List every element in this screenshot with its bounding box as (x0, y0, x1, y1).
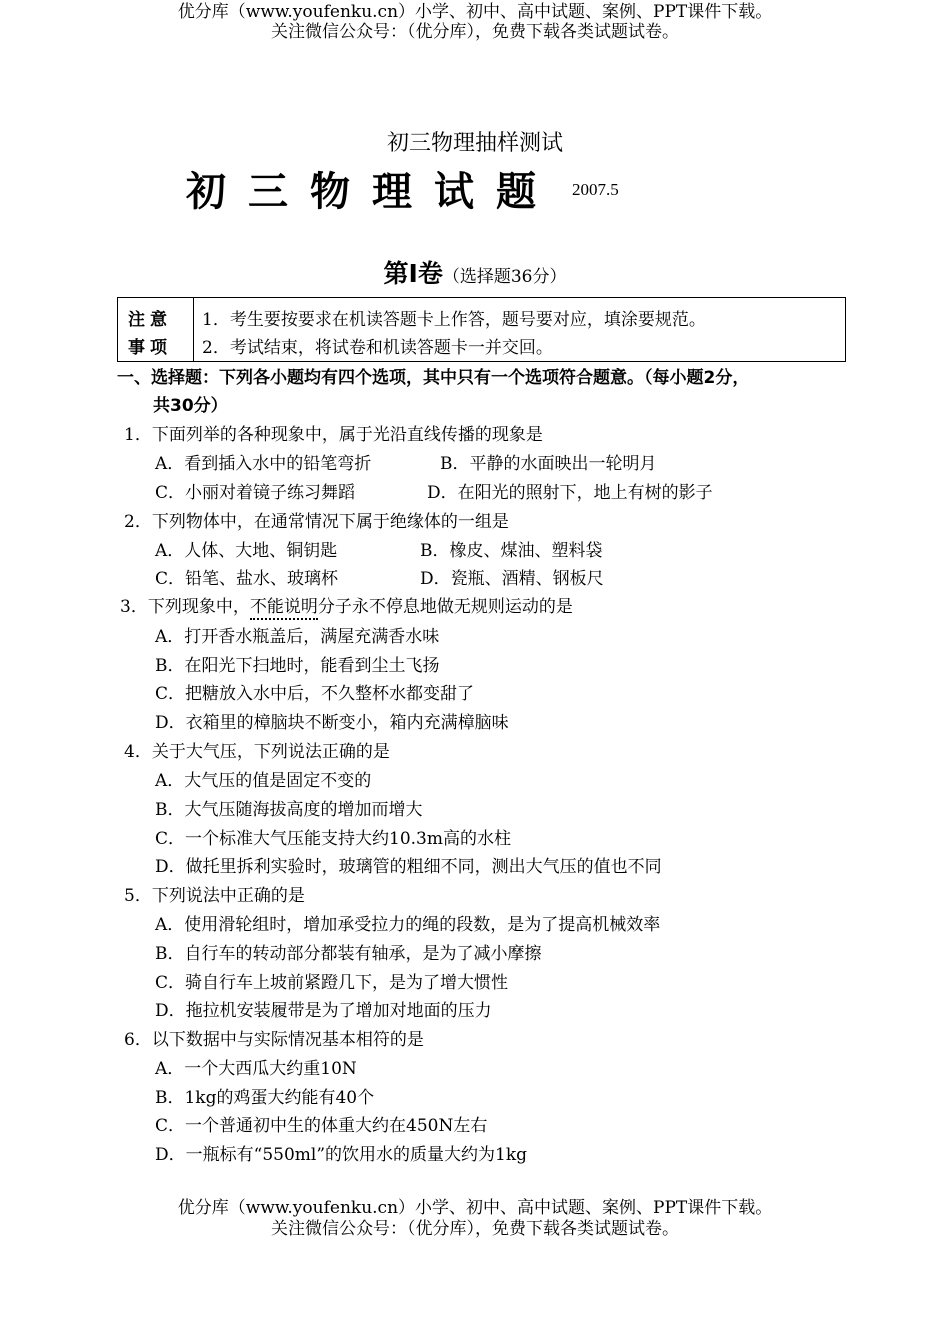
footer-line-1: 优分库（www.youfenku.cn）小学、初中、高中试题、案例、PPT课件下载。 (177, 1198, 773, 1218)
question-2-option-c: C．铅笔、盐水、玻璃杯 (155, 569, 339, 589)
question-6-option-d: D．一瓶标有“550ml”的饮用水的质量大约为1kg (155, 1145, 528, 1165)
question-5-option-d: D．拖拉机安装履带是为了增加对地面的压力 (155, 1001, 492, 1021)
question-6-stem: 6．以下数据中与实际情况基本相符的是 (124, 1030, 424, 1050)
section-heading-line-2: 共30分） (153, 396, 228, 416)
question-3-stem (120, 596, 573, 618)
notice-item-2: 2．考试结束，将试卷和机读答题卡一并交回。 (202, 338, 553, 358)
exam-subtitle: 初三物理抽样测试 (386, 131, 563, 156)
question-4-option-b: B．大气压随海拔高度的增加而增大 (155, 800, 423, 820)
question-4-option-c: C．一个标准大气压能支持大约10.3m高的水柱 (155, 829, 511, 849)
part-name: 第Ⅰ卷 (383, 259, 443, 288)
question-3-option-a: A．打开香水瓶盖后，满屋充满香水味 (155, 627, 440, 647)
section-heading-line-1: 一、选择题：下列各小题均有四个选项，其中只有一个选项符合题意。（每小题2分， (117, 368, 750, 388)
exam-title: 初三物理试题 (186, 169, 558, 215)
question-6-option-b: B．1kg的鸡蛋大约能有40个 (155, 1088, 375, 1108)
notice-label (118, 298, 194, 361)
question-5-option-a: A．使用滑轮组时，增加承受拉力的绳的段数，是为了提高机械效率 (155, 915, 661, 935)
question-3-option-c: C．把糖放入水中后，不久整杯水都变甜了 (155, 684, 475, 704)
question-1-stem: 1．下面列举的各种现象中，属于光沿直线传播的现象是 (124, 425, 543, 445)
question-2-option-a: A．人体、大地、铜钥匙 (155, 541, 338, 561)
notice-item-1: 1．考生要按要求在机读答题卡上作答，题号要对应，填涂要规范。 (202, 310, 706, 330)
question-2-stem: 2．下列物体中，在通常情况下属于绝缘体的一组是 (124, 512, 509, 532)
question-3-option-b: B．在阳光下扫地时，能看到尘土飞扬 (155, 656, 440, 676)
notice-box (117, 297, 846, 362)
question-1-option-c: C．小丽对着镜子练习舞蹈 (155, 483, 356, 503)
question-2-option-b: B．橡皮、煤油、塑料袋 (420, 541, 603, 561)
question-3-stem-suffix: 分子永不停息地做无规则运动的是 (317, 597, 573, 617)
question-1-option-b: B．平静的水面映出一轮明月 (440, 454, 657, 474)
exam-date: 2007.5 (572, 180, 619, 199)
question-6-option-c: C．一个普通初中生的体重大约在450N左右 (155, 1116, 488, 1136)
notice-label-line-1: 注意 (128, 310, 172, 330)
header-line-1: 优分库（www.youfenku.cn）小学、初中、高中试题、案例、PPT课件下载。 (177, 2, 773, 22)
question-5-option-c: C．骑自行车上坡前紧蹬几下，是为了增大惯性 (155, 973, 509, 993)
question-6-option-a: A．一个大西瓜大约重10N (155, 1059, 357, 1079)
question-4-option-d: D．做托里拆利实验时，玻璃管的粗细不同，测出大气压的值也不同 (155, 857, 662, 877)
question-3-stem-prefix: 3．下列现象中， (120, 597, 250, 617)
question-4-option-a: A．大气压的值是固定不变的 (155, 771, 372, 791)
question-1-option-d: D．在阳光的照射下，地上有树的影子 (427, 483, 713, 503)
question-5-stem: 5．下列说法中正确的是 (124, 886, 305, 906)
part-heading (0, 254, 950, 290)
question-5-option-b: B．自行车的转动部分都装有轴承，是为了减小摩擦 (155, 944, 542, 964)
question-4-stem: 4．关于大气压，下列说法正确的是 (124, 742, 390, 762)
title-row (186, 160, 619, 217)
part-note: （选择题36分） (442, 267, 567, 287)
header-line-2: 关注微信公众号：（优分库），免费下载各类试题试卷。 (271, 22, 679, 42)
footer-line-2: 关注微信公众号：（优分库），免费下载各类试题试卷。 (271, 1219, 679, 1239)
question-1-option-a: A．看到插入水中的铅笔弯折 (155, 454, 372, 474)
question-3-option-d: D．衣箱里的樟脑块不断变小，箱内充满樟脑味 (155, 713, 509, 733)
question-2-option-d: D．瓷瓶、酒精、钢板尺 (420, 569, 604, 589)
notice-label-line-2: 事项 (128, 338, 172, 358)
question-3-stem-emphasis: 不能说明 (250, 597, 318, 620)
